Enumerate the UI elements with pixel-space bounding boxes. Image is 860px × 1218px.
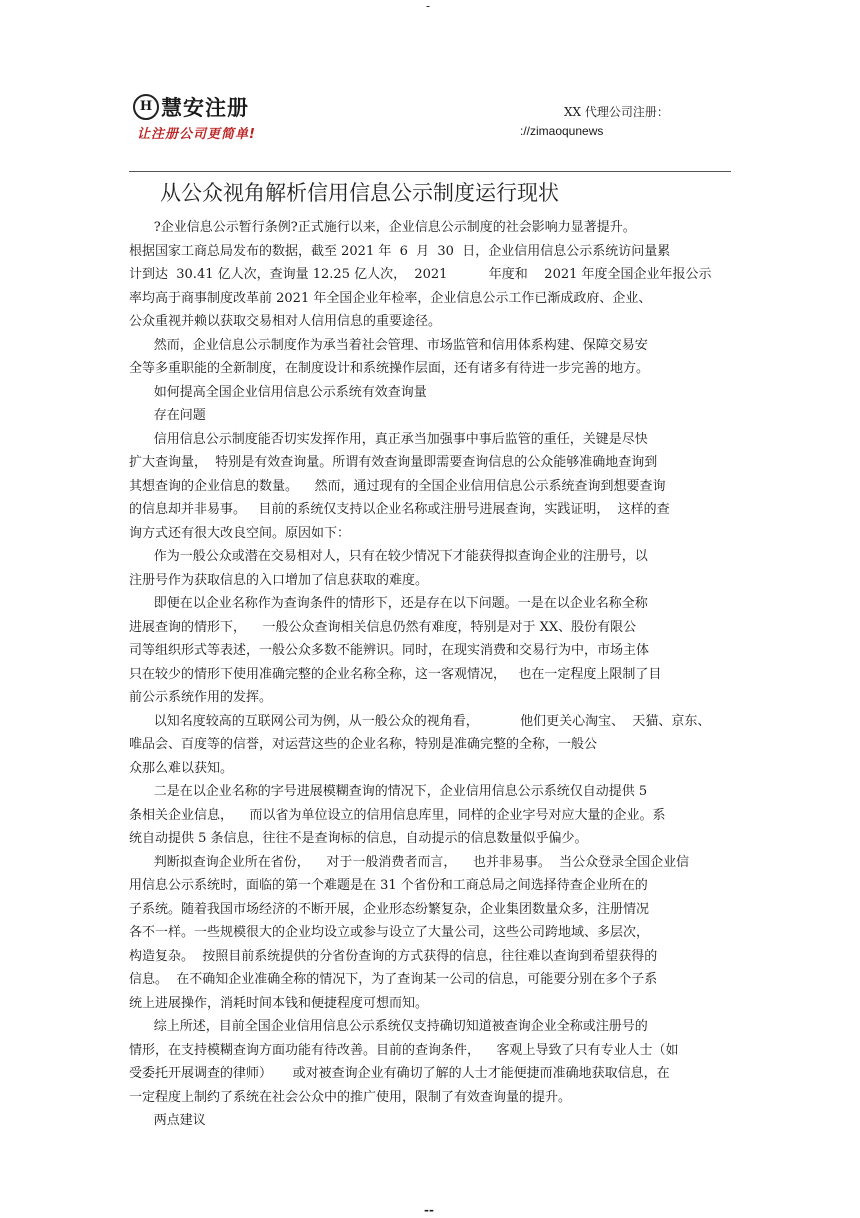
company-logo bbox=[129, 74, 259, 154]
logo-emblem: H bbox=[133, 94, 159, 120]
text-line: 其想查询的企业信息的数量。 然而，通过现有的全国企业信用信息公示系统查询到想要查询 bbox=[129, 478, 666, 494]
text-line: 统自动提供 5 条信息，往往不是查询标的信息，自动提示的信息数量似乎偏少。 bbox=[129, 831, 588, 846]
text-line: 信息。 在不确知企业准确全称的情况下，为了查询某一公司的信息，可能要分别在多个子系 bbox=[129, 972, 658, 987]
text-line: 率均高于商事制度改革前 2021 年全国企业年检率，企业信息公示工作已渐成政府、企业、 bbox=[129, 290, 652, 306]
text-line: 根据国家工商总局发布的数据，截至 2021 年 6 月 30 日，企业信用信息公示系统访问量累 bbox=[129, 243, 671, 259]
text-line: 两点建议 bbox=[129, 1113, 206, 1128]
text-line: 受委托开展调查的律师） 或对被查询企业有确切了解的人士才能便捷而准确地获取信息，在 bbox=[129, 1066, 670, 1081]
text-line: 一定程度上制约了系统在社会公众中的推广使用，限制了有效查询量的提升。 bbox=[129, 1089, 572, 1105]
text-line: 然而，企业信息公示制度作为承当着社会管理、市场监管和信用体系构建、保障交易安 bbox=[129, 337, 648, 353]
text-line: 综上所述，目前全国企业信用信息公示系统仅支持确切知道被查询企业全称或注册号的 bbox=[129, 1019, 648, 1034]
text-line: 子系统。随着我国市场经济的不断开展，企业形态纷繁复杂，企业集团数量众多，注册情况 bbox=[129, 901, 650, 917]
text-line: 二是在以企业名称的字号进展模糊查询的情况下，企业信用信息公示系统仅自动提供 5 bbox=[129, 784, 648, 799]
page-bottom-mark: -- bbox=[424, 1203, 434, 1217]
text-line: 进展查询的情形下， 一般公众查询相关信息仍然有难度，特别是对于 XX、股份有限公 bbox=[129, 619, 637, 635]
text-line: 司等组织形式等表述，一般公众多数不能辨识。同时，在现实消费和交易行为中，市场主体 bbox=[129, 643, 650, 658]
header-url: ://zimaoqunews bbox=[520, 124, 604, 138]
text-line: 条相关企业信息， 而以省为单位设立的信用信息库里，同样的企业字号对应大量的企业。系 bbox=[129, 807, 666, 823]
text-line: 询方式还有很大改良空间。原因如下： bbox=[129, 525, 351, 541]
text-line: 即便在以企业名称作为查询条件的情形下，还是存在以下问题。一是在以企业名称全称 bbox=[129, 596, 648, 611]
text-line: 存在问题 bbox=[129, 408, 206, 423]
text-line: 构造复杂。 按照目前系统提供的分省份查询的方式获得的信息，往往难以查询到希望获得的 bbox=[129, 948, 658, 964]
text-line: 公众重视并赖以获取交易相对人信用信息的重要途径。 bbox=[129, 314, 442, 329]
text-line: 计到达 30.41 亿人次，查询量 12.25 亿人次， 2021 年度和 2021 年度全国企业年报公示 bbox=[129, 267, 712, 282]
text-line: 前公示系统作用的发挥。 bbox=[129, 690, 273, 705]
text-line: 扩大查询量， 特别是有效查询量。所谓有效查询量即需要查询信息的公众能够准确地查询到 bbox=[129, 455, 658, 470]
text-line: 信用信息公示制度能否切实发挥作用，真正承当加强事中事后监管的重任，关键是尽快 bbox=[129, 431, 648, 447]
text-line: 各不一样。一些规模很大的企业均设立或参与设立了大量公司，这些公司跨地域、多层次， bbox=[129, 925, 650, 940]
text-line: 以知名度较高的互联网公司为例，从一般公众的视角看， 他们更关心淘宝、 天猫、京东、 bbox=[129, 713, 711, 729]
text-line: 如何提高全国企业信用信息公示系统有效查询量 bbox=[129, 384, 427, 400]
text-line: ?企业信息公示暂行条例?正式施行以来，企业信息公示制度的社会影响力显著提升。 bbox=[129, 220, 636, 235]
text-line: 情形，在支持模糊查询方面功能有待改善。目前的查询条件， 客观上导致了只有专业人士（如 bbox=[129, 1042, 679, 1058]
text-line: 只在较少的情形下使用准确完整的企业名称全称，这一客观情况， 也在一定程度上限制了目 bbox=[129, 666, 662, 682]
text-line: 唯品会、百度等的信誉，对运营这些的企业名称，特别是准确完整的全称，一般公 bbox=[129, 737, 598, 752]
text-line: 的信息却并非易事。 目前的系统仅支持以企业名称或注册号进展查询，实践证明， 这样的查 bbox=[129, 502, 670, 517]
text-line: 作为一般公众或潜在交易相对人，只有在较少情况下才能获得拟查询企业的注册号，以 bbox=[129, 549, 648, 564]
logo-slogan: 让注册公司更简单! bbox=[137, 127, 256, 142]
page-top-mark: - bbox=[426, 0, 431, 13]
header-agency-label: XX 代理公司注册： bbox=[564, 105, 669, 119]
header-info bbox=[520, 103, 669, 141]
text-line: 判断拟查询企业所在省份， 对于一般消费者而言， 也并非易事。 当公众登录全国企业信 bbox=[129, 854, 690, 870]
document-title: 从公众视角解析信用信息公示制度运行现状 bbox=[160, 181, 559, 205]
text-line: 众那么难以获知。 bbox=[129, 760, 234, 776]
logo-name: 慧安注册 bbox=[161, 96, 249, 120]
text-line: 用信息公示系统时，面临的第一个难题是在 31 个省份和工商总局之间选择待查企业所在的 bbox=[129, 878, 648, 893]
document-body bbox=[129, 216, 729, 1133]
header-divider bbox=[129, 171, 731, 172]
text-line: 统上进展操作，消耗时间本钱和便捷程度可想而知。 bbox=[129, 995, 429, 1011]
text-line: 全等多重职能的全新制度，在制度设计和系统操作层面，还有诸多有待进一步完善的地方。 bbox=[129, 361, 650, 376]
text-line: 注册号作为获取信息的入口增加了信息获取的难度。 bbox=[129, 572, 429, 588]
